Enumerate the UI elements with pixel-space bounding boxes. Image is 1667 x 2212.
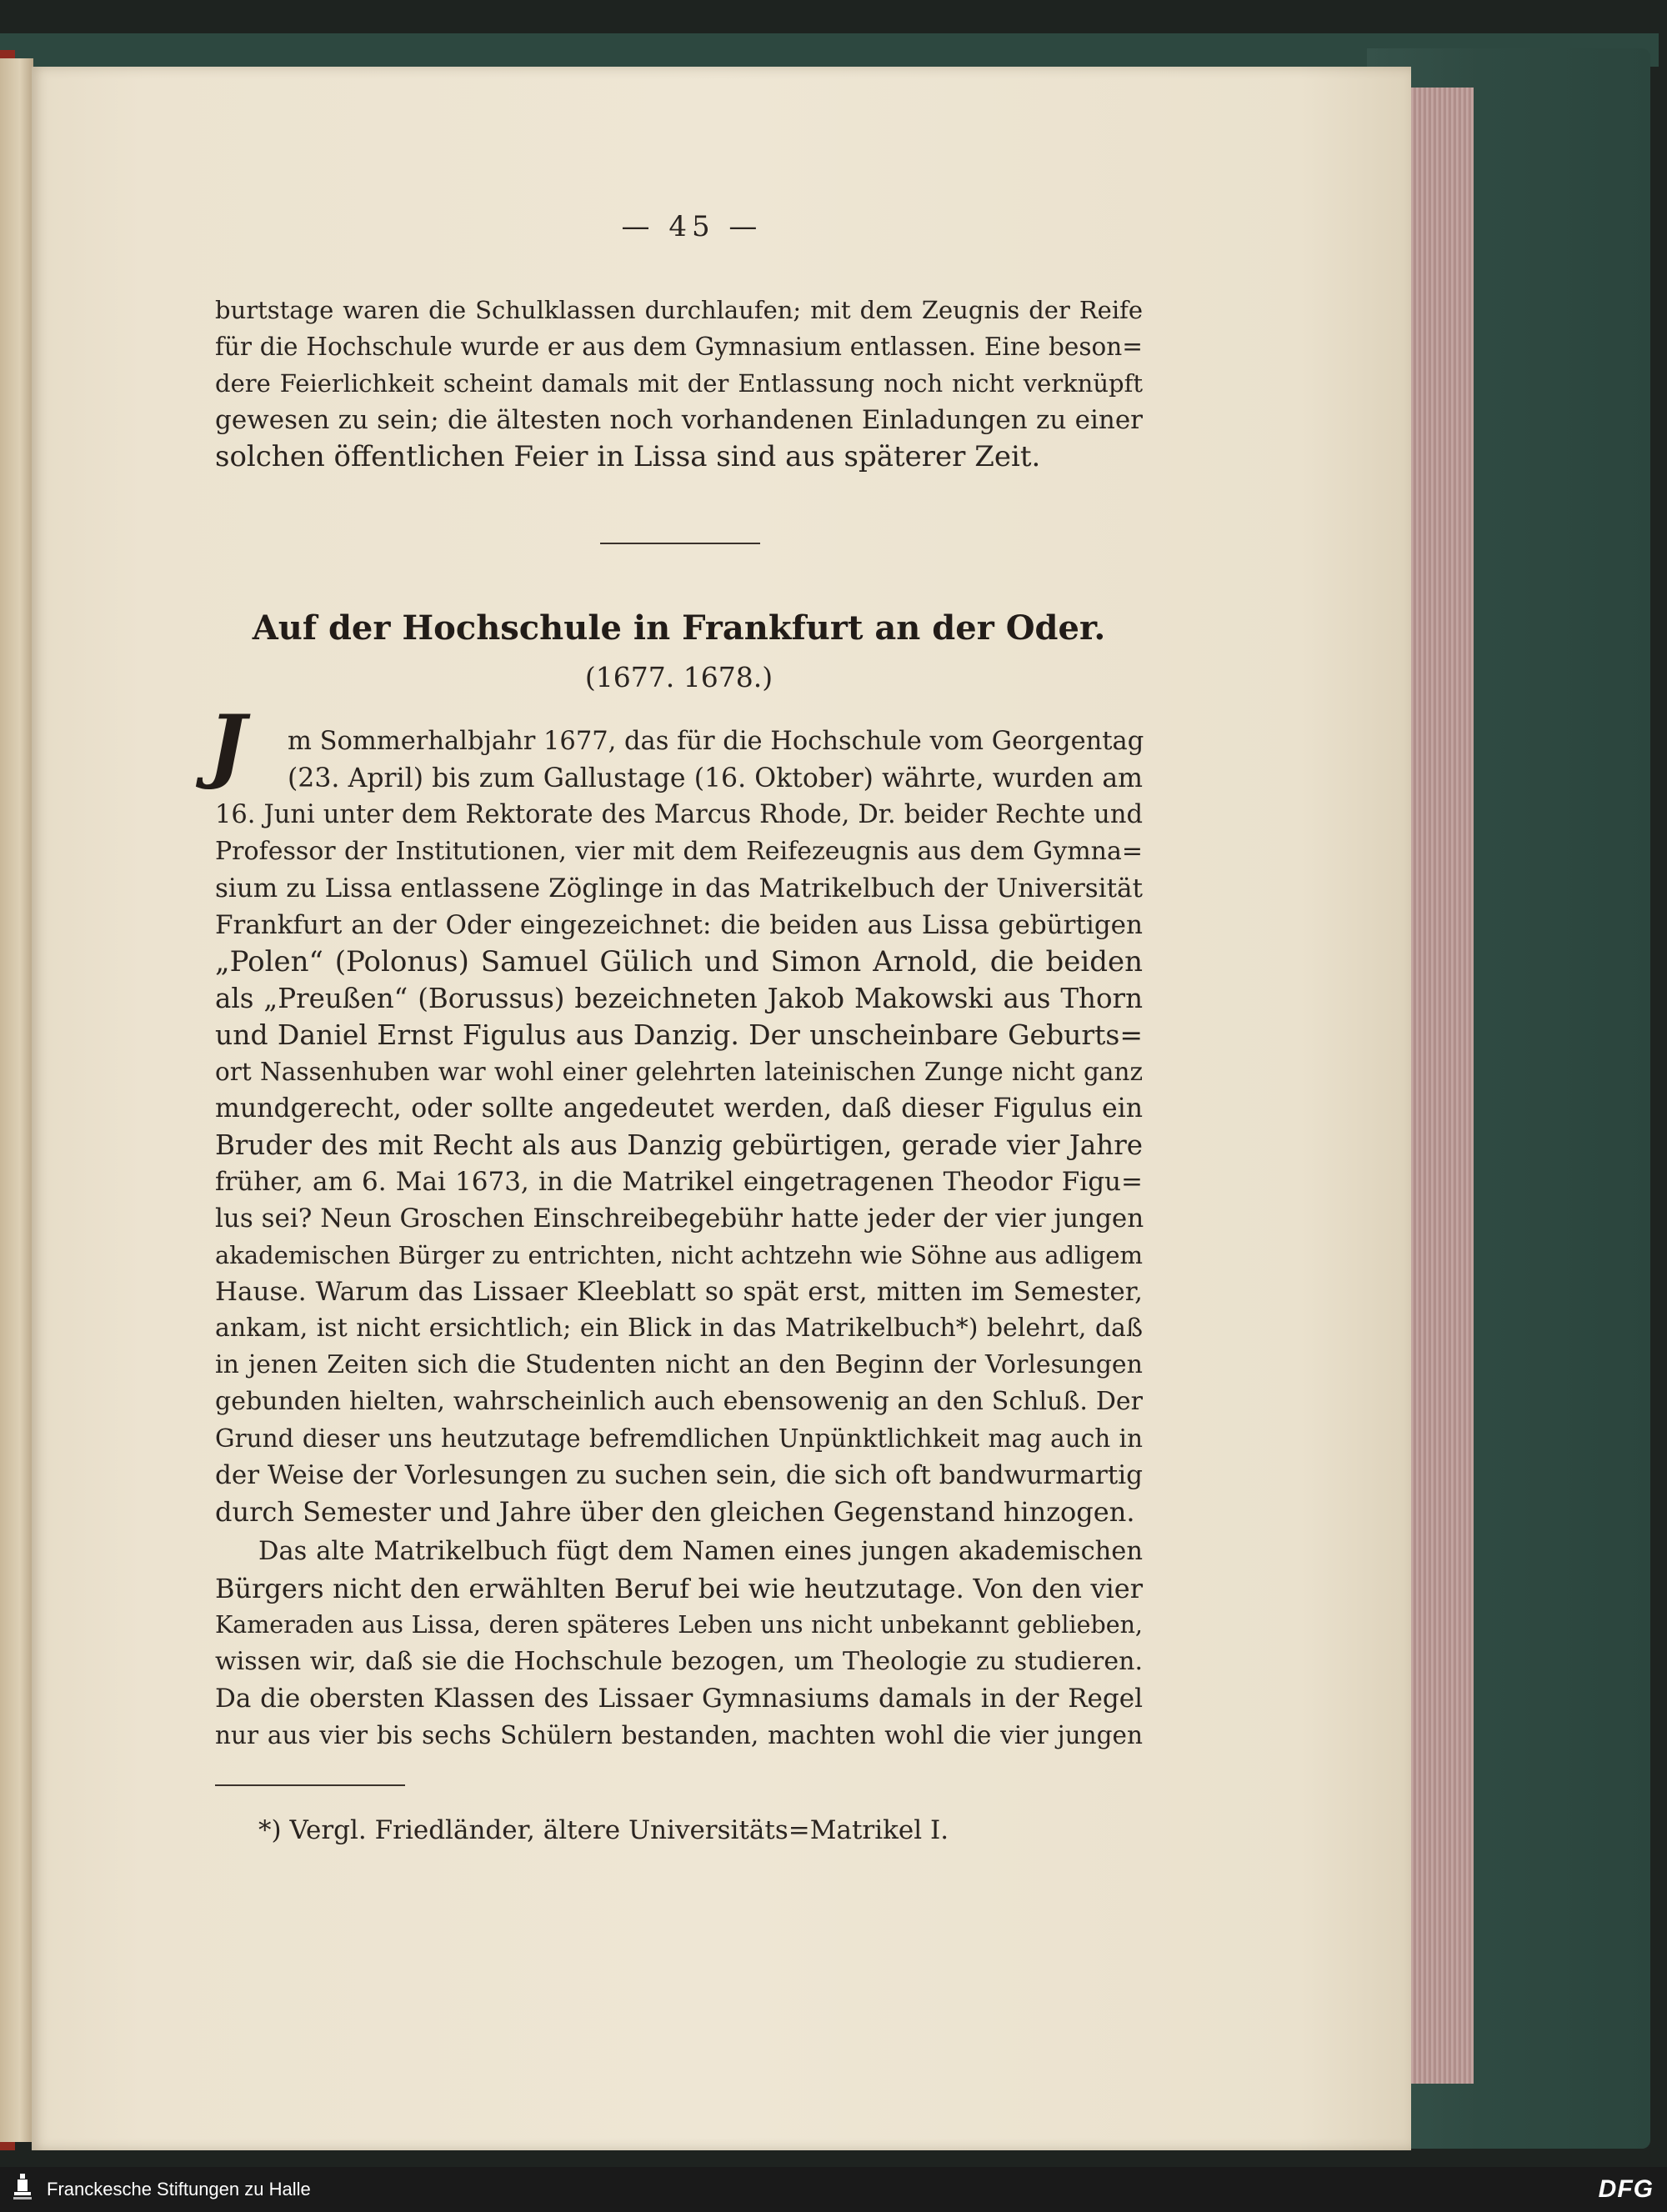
text-line: als „Preußen“ (Borussus) bezeichneten Jakob Makowski aus Thorn xyxy=(215,983,1143,1014)
text-line: mundgerecht, oder sollte angedeutet werden, daß dieser Figulus ein xyxy=(215,1093,1143,1124)
text-line: gebunden hielten, wahrscheinlich auch ebensowenig an den Schluß. Der xyxy=(215,1387,1143,1416)
chapter-heading: Auf der Hochschule in Frankfurt an der Oder. xyxy=(252,608,1106,648)
text-line: solchen öffentlichen Feier in Lissa sind aus späterer Zeit. xyxy=(215,440,1041,473)
dfg-logo[interactable]: DFG xyxy=(1598,2175,1654,2203)
footnote-rule xyxy=(215,1784,405,1786)
text-line: wissen wir, daß sie die Hochschule bezogen, um Theologie zu studieren. xyxy=(215,1647,1143,1676)
footnote: *) Vergl. Friedländer, ältere Universitäts=Matrikel I. xyxy=(258,1815,949,1845)
text-line: ankam, ist nicht ersichtlich; ein Blick in das Matrikelbuch*) belehrt, daß xyxy=(215,1314,1143,1343)
text-line: Kameraden aus Lissa, deren späteres Leben uns nicht unbekannt geblieben, xyxy=(215,1611,1143,1639)
text-line: Grund dieser uns heutzutage befremdlichen Unpünktlichkeit mag auch in xyxy=(215,1424,1143,1453)
section-separator xyxy=(600,543,760,544)
chapter-years: (1677. 1678.) xyxy=(584,661,773,693)
text-line: Das alte Matrikelbuch fügt dem Namen eines jungen akademischen xyxy=(258,1537,1143,1566)
text-line: lus sei? Neun Groschen Einschreibegebühr hatte jeder der vier jungen xyxy=(215,1204,1144,1234)
text-line: burtstage waren die Schulklassen durchlaufen; mit dem Zeugnis der Reife xyxy=(215,296,1143,324)
text-line: Frankfurt an der Oder eingezeichnet: die beiden aus Lissa gebürtigen xyxy=(215,910,1143,940)
text-line: und Daniel Ernst Figulus aus Danzig. Der unscheinbare Geburts= xyxy=(215,1018,1143,1051)
text-line: „Polen“ (Polonus) Samuel Gülich und Simon Arnold, die beiden xyxy=(215,945,1143,978)
institution-name[interactable]: Franckesche Stiftungen zu Halle xyxy=(47,2179,311,2199)
text-line: (23. April) bis zum Gallustage (16. Oktober) währte, wurden am xyxy=(288,763,1143,793)
text-line: dere Feierlichkeit scheint damals mit der Entlassung noch nicht verknüpft xyxy=(215,369,1143,398)
text-line: nur aus vier bis sechs Schülern bestanden, machten wohl die vier jungen xyxy=(215,1721,1143,1749)
institution-logo-icon xyxy=(12,2172,33,2205)
text-line: Bruder des mit Recht als aus Danzig gebürtigen, gerade vier Jahre xyxy=(215,1129,1143,1161)
text-line: Hause. Warum das Lissaer Kleeblatt so spät erst, mitten im Semester, xyxy=(215,1277,1143,1307)
page-edges xyxy=(1400,88,1474,2084)
text-line: für die Hochschule wurde er aus dem Gymnasium entlassen. Eine beson= xyxy=(215,333,1143,361)
text-line: 16. Juni unter dem Rektorate des Marcus Rhode, Dr. beider Rechte und xyxy=(215,800,1143,829)
drop-cap-initial: J xyxy=(208,698,247,792)
text-line: Da die obersten Klassen des Lissaer Gymnasiums damals in der Regel xyxy=(215,1684,1143,1714)
text-line: akademischen Bürger zu entrichten, nicht achtzehn wie Söhne aus adligem xyxy=(215,1241,1143,1269)
text-line: gewesen zu sein; die ältesten noch vorhandenen Einladungen zu einer xyxy=(215,405,1143,435)
text-line: in jenen Zeiten sich die Studenten nicht an den Beginn der Vorlesungen xyxy=(215,1350,1143,1379)
text-line: Bürgers nicht den erwählten Beruf bei wie heutzutage. Von den vier xyxy=(215,1573,1143,1604)
page-number: — 45 — xyxy=(621,210,763,243)
left-page-edge xyxy=(0,58,33,2142)
text-line: Professor der Institutionen, vier mit dem Reifezeugnis aus dem Gymna= xyxy=(215,837,1143,866)
text-line: der Weise der Vorlesungen zu suchen sein, die sich oft bandwurmartig xyxy=(215,1460,1143,1490)
text-line: durch Semester und Jahre über den gleichen Gegenstand hinzogen. xyxy=(215,1496,1135,1528)
text-line: m Sommerhalbjahr 1677, das für die Hochschule vom Georgentag xyxy=(288,727,1144,756)
text-line: sium zu Lissa entlassene Zöglinge in das Matrikelbuch der Universität xyxy=(215,873,1143,903)
text-line: früher, am 6. Mai 1673, in die Matrikel eingetragenen Theodor Figu= xyxy=(215,1167,1143,1197)
text-line: ort Nassenhuben war wohl einer gelehrten lateinischen Zunge nicht ganz xyxy=(215,1058,1143,1086)
